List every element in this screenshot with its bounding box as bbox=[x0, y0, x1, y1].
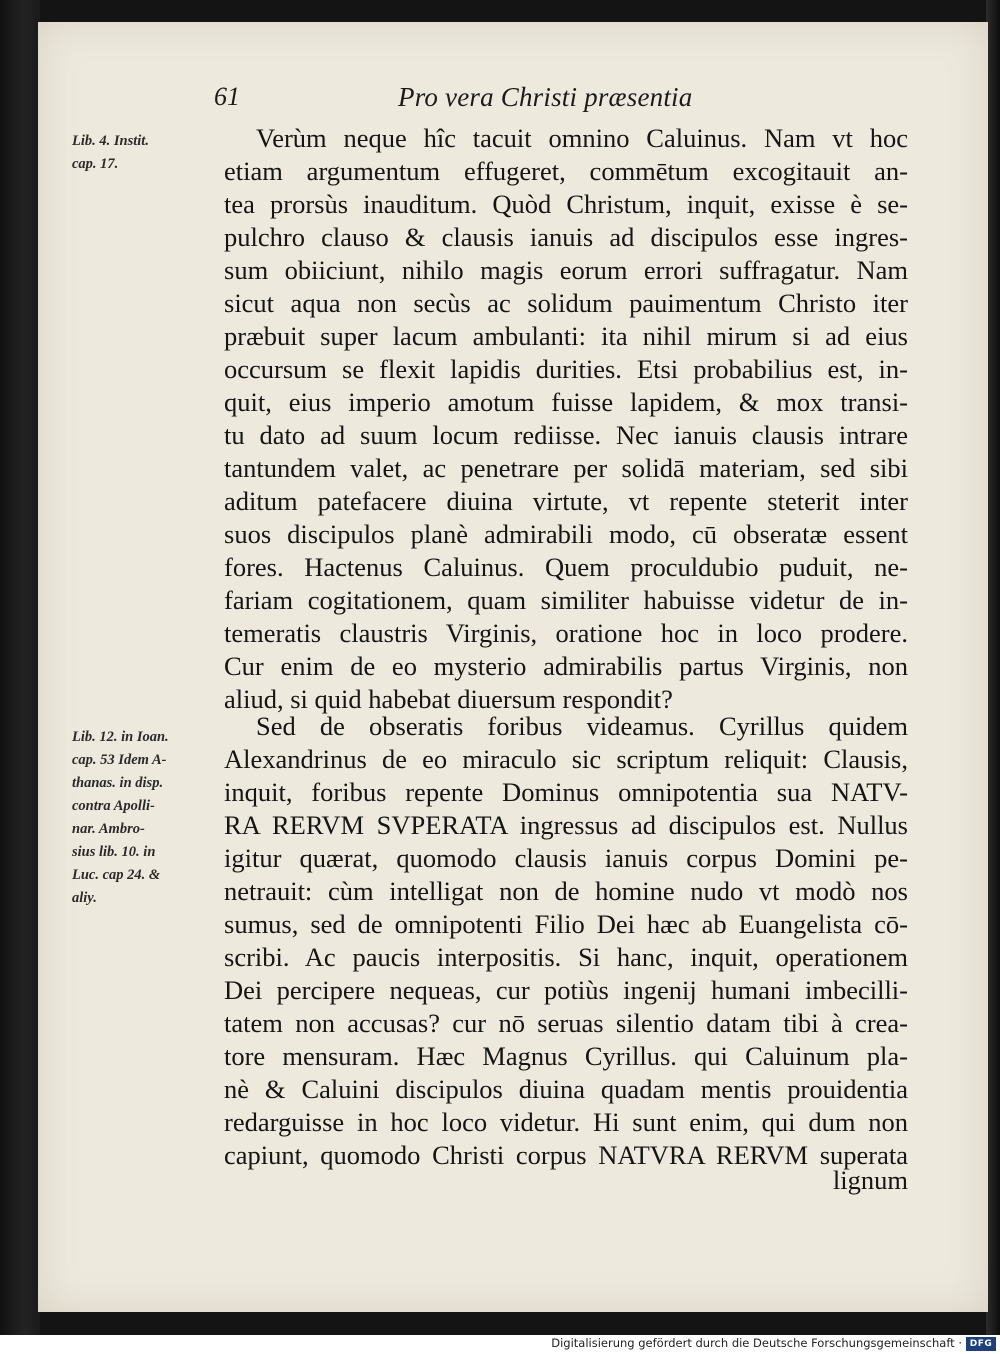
body-line: RA RERVM SVPERATA ingressus ad discipulos est. Nullus bbox=[224, 810, 908, 840]
margin-note-2 bbox=[72, 726, 212, 910]
body-line: scribi. Ac paucis interpositis. Si hanc, inquit, operationem bbox=[224, 942, 908, 972]
catchword: lignum bbox=[832, 1165, 908, 1195]
body-line: Cur enim de eo mysterio admirabilis partus Virginis, non bbox=[224, 651, 908, 681]
body-line: sumus, sed de omnipotenti Filio Dei hæc ab Euangelista cō- bbox=[224, 909, 908, 939]
body-line: inquit, foribus repente Dominus omnipotentia sua NATV- bbox=[224, 777, 908, 807]
running-head-title: Pro vera Christi præsentia bbox=[398, 82, 693, 112]
digitization-footer bbox=[0, 1335, 1000, 1354]
body-line: nè & Caluini discipulos diuina quadam mentis prouidentia bbox=[224, 1074, 908, 1104]
body-line: pulchro clauso & clausis ianuis ad discipulos esse ingres- bbox=[224, 222, 908, 252]
body-line: etiam argumentum effugeret, commētum excogitauit an- bbox=[224, 156, 908, 186]
body-line: Alexandrinus de eo miraculo sic scriptum reliquit: Clausis, bbox=[224, 744, 908, 774]
margin-note-line: sius lib. 10. in bbox=[72, 844, 156, 860]
body-line: quit, eius imperio amotum fuisse lapidem, & mox transi- bbox=[224, 387, 908, 417]
body-line: temeratis claustris Virginis, oratione hoc in loco prodere. bbox=[224, 618, 908, 648]
margin-note-line: Lib. 4. Instit. bbox=[72, 133, 149, 149]
margin-note-line: thanas. in disp. bbox=[72, 775, 164, 791]
book-binding-edge bbox=[0, 0, 40, 1335]
body-line: netrauit: cùm intelligat non de homine nudo vt modò nos bbox=[224, 876, 908, 906]
body-line: tore mensuram. Hæc Magnus Cyrillus. qui Caluinum pla- bbox=[224, 1041, 908, 1071]
body-line: Sed de obseratis foribus videamus. Cyrillus quidem bbox=[256, 711, 908, 741]
body-line: occursum se flexit lapidis durities. Etsi probabilius est, in- bbox=[224, 354, 908, 384]
running-head bbox=[0, 82, 1000, 118]
body-line: sum obiiciunt, nihilo magis eorum errori suffragatur. Nam bbox=[224, 255, 908, 285]
body-line: aliud, si quid habebat diuersum respondit? bbox=[224, 684, 673, 714]
dfg-logo: DFG bbox=[966, 1337, 996, 1351]
margin-note-1 bbox=[72, 130, 212, 176]
margin-note-line: Lib. 12. in Ioan. bbox=[72, 729, 169, 745]
body-line: Dei percipere nequeas, cur potiùs ingenij humani imbecilli- bbox=[224, 975, 908, 1005]
body-line: aditum patefacere diuina virtute, vt repente steterit inter bbox=[224, 486, 908, 516]
body-line: fariam cogitationem, quam similiter habuisse videtur de in- bbox=[224, 585, 908, 615]
margin-note-line: nar. Ambro- bbox=[72, 821, 145, 837]
book-right-edge bbox=[986, 0, 1000, 1335]
margin-note-line: contra Apolli- bbox=[72, 798, 155, 814]
margin-note-line: cap. 53 Idem A- bbox=[72, 752, 167, 768]
body-line: suos discipulos planè admirabili modo, cū obseratæ essent bbox=[224, 519, 908, 549]
body-line: fores. Hactenus Caluinus. Quem proculdubio puduit, ne- bbox=[224, 552, 908, 582]
body-line: tu dato ad suum locum rediisse. Nec ianuis clausis intrare bbox=[224, 420, 908, 450]
body-line: præbuit super lacum ambulanti: ita nihil mirum si ad eius bbox=[224, 321, 908, 351]
page-number: 61 bbox=[214, 82, 240, 111]
margin-note-line: Luc. cap 24. & bbox=[72, 867, 161, 883]
body-line: capiunt, quomodo Christi corpus NATVRA RERVM superata bbox=[224, 1140, 908, 1170]
body-line: tatem non accusas? cur nō seruas silentio datam tibi à crea- bbox=[224, 1008, 908, 1038]
body-line: Verùm neque hîc tacuit omnino Caluinus. Nam vt hoc bbox=[256, 123, 908, 153]
body-line: redarguisse in hoc loco videtur. Hi sunt enim, qui dum non bbox=[224, 1107, 908, 1137]
body-line: sicut aqua non secùs ac solidum pauimentum Christo iter bbox=[224, 288, 908, 318]
footer-credit-text: Digitalisierung gefördert durch die Deutsche Forschungsgemeinschaft · bbox=[551, 1336, 962, 1350]
margin-note-line: cap. 17. bbox=[72, 156, 119, 172]
body-line: igitur quærat, quomodo clausis ianuis corpus Domini pe- bbox=[224, 843, 908, 873]
body-line: tantundem valet, ac penetrare per solidā materiam, sed sibi bbox=[224, 453, 908, 483]
body-line: tea prorsùs inauditum. Quòd Christum, inquit, exisse è se- bbox=[224, 189, 908, 219]
margin-note-line: aliy. bbox=[72, 890, 97, 906]
